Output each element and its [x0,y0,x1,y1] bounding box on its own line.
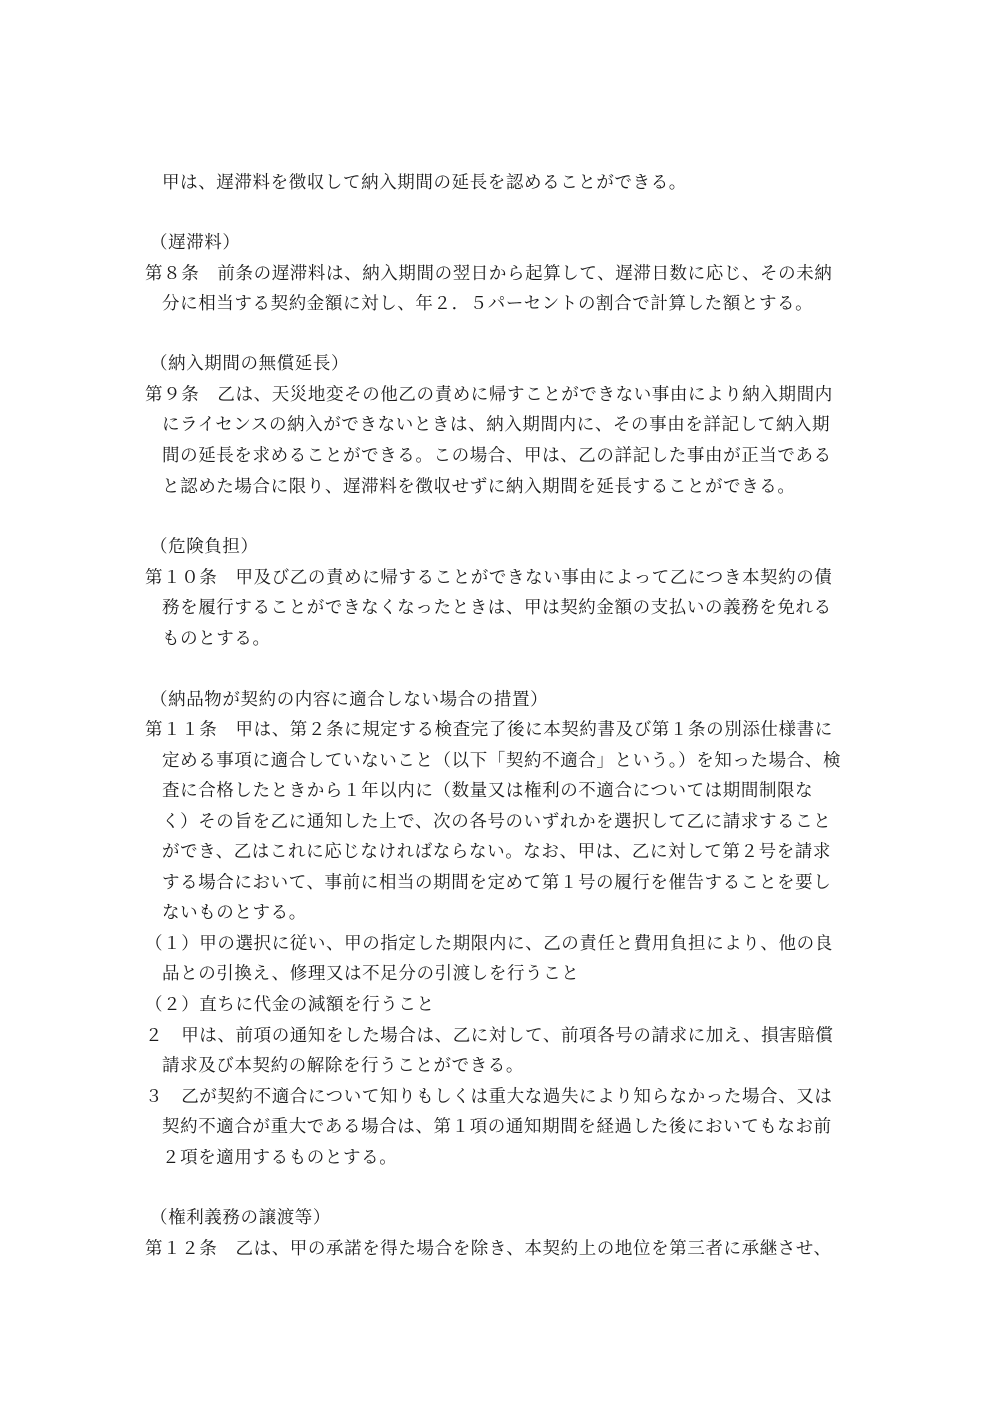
body-line: ができ、乙はこれに応じなければならない。なお、甲は、乙に対して第２号を請求 [162,842,831,862]
numbered-item: （１）甲の選択に従い、甲の指定した期限内に、乙の責任と費用負担により、他の良 [145,934,833,954]
article-heading: （納品物が契約の内容に適合しない場合の措置） [150,690,549,710]
body-line: 務を履行することができなくなったときは、甲は契約金額の支払いの義務を免れる [162,598,832,618]
body-line: ２項を適用するものとする。 [162,1148,398,1168]
article-line: 第８条 前条の遅滞料は、納入期間の翌日から起算して、遅滞日数に応じ、その未納 [145,264,833,284]
body-line: 分に相当する契約金額に対し、年２．５パーセントの割合で計算した額とする。 [162,294,814,314]
body-line: ものとする。 [162,629,271,649]
article-line: 第１１条 甲は、第２条に規定する検査完了後に本契約書及び第１条の別添仕様書に [145,720,833,740]
body-line: 間の延長を求めることができる。この場合、甲は、乙の詳記した事由が正当である [162,446,832,466]
article-heading: （権利義務の譲渡等） [150,1208,331,1228]
body-line: 品との引換え、修理又は不足分の引渡しを行うこと [162,964,580,984]
body-line: にライセンスの納入ができないときは、納入期間内に、その事由を詳記して納入期 [162,415,831,435]
article-line: 第９条 乙は、天災地変その他乙の責めに帰すことができない事由により納入期間内 [145,385,833,405]
paragraph-line: ２ 甲は、前項の通知をした場合は、乙に対して、前項各号の請求に加え、損害賠償 [145,1026,834,1046]
body-line: する場合において、事前に相当の期間を定めて第１号の履行を催告することを要し [162,873,832,893]
article-heading: （納入期間の無償延長） [150,354,350,374]
paragraph-line: ３ 乙が契約不適合について知りもしくは重大な過失により知らなかった場合、又は [145,1087,833,1107]
body-line: 査に合格したときから１年以内に（数量又は権利の不適合については期間制限な [162,781,814,801]
body-line: 甲は、遅滞料を徴収して納入期間の延長を認めることができる。 [162,173,687,193]
body-line: 定める事項に適合していないこと（以下「契約不適合」という。）を知った場合、検 [162,751,842,771]
body-line: と認めた場合に限り、遅滞料を徴収せずに納入期間を延長することができる。 [162,477,796,497]
numbered-item: （２）直ちに代金の減額を行うこと [145,995,435,1015]
article-line: 第１０条 甲及び乙の責めに帰することができない事由によって乙につき本契約の債 [145,568,833,588]
article-heading: （危険負担） [150,537,259,557]
body-line: 契約不適合が重大である場合は、第１項の通知期間を経過した後においてもなお前 [162,1117,832,1137]
body-line: ないものとする。 [162,903,307,923]
body-line: く）その旨を乙に通知した上で、次の各号のいずれかを選択して乙に請求すること [162,812,832,832]
article-heading: （遅滞料） [150,233,241,253]
body-line: 請求及び本契約の解除を行うことができる。 [162,1056,524,1076]
article-line: 第１２条 乙は、甲の承諾を得た場合を除き、本契約上の地位を第三者に承継させ、 [145,1239,832,1259]
